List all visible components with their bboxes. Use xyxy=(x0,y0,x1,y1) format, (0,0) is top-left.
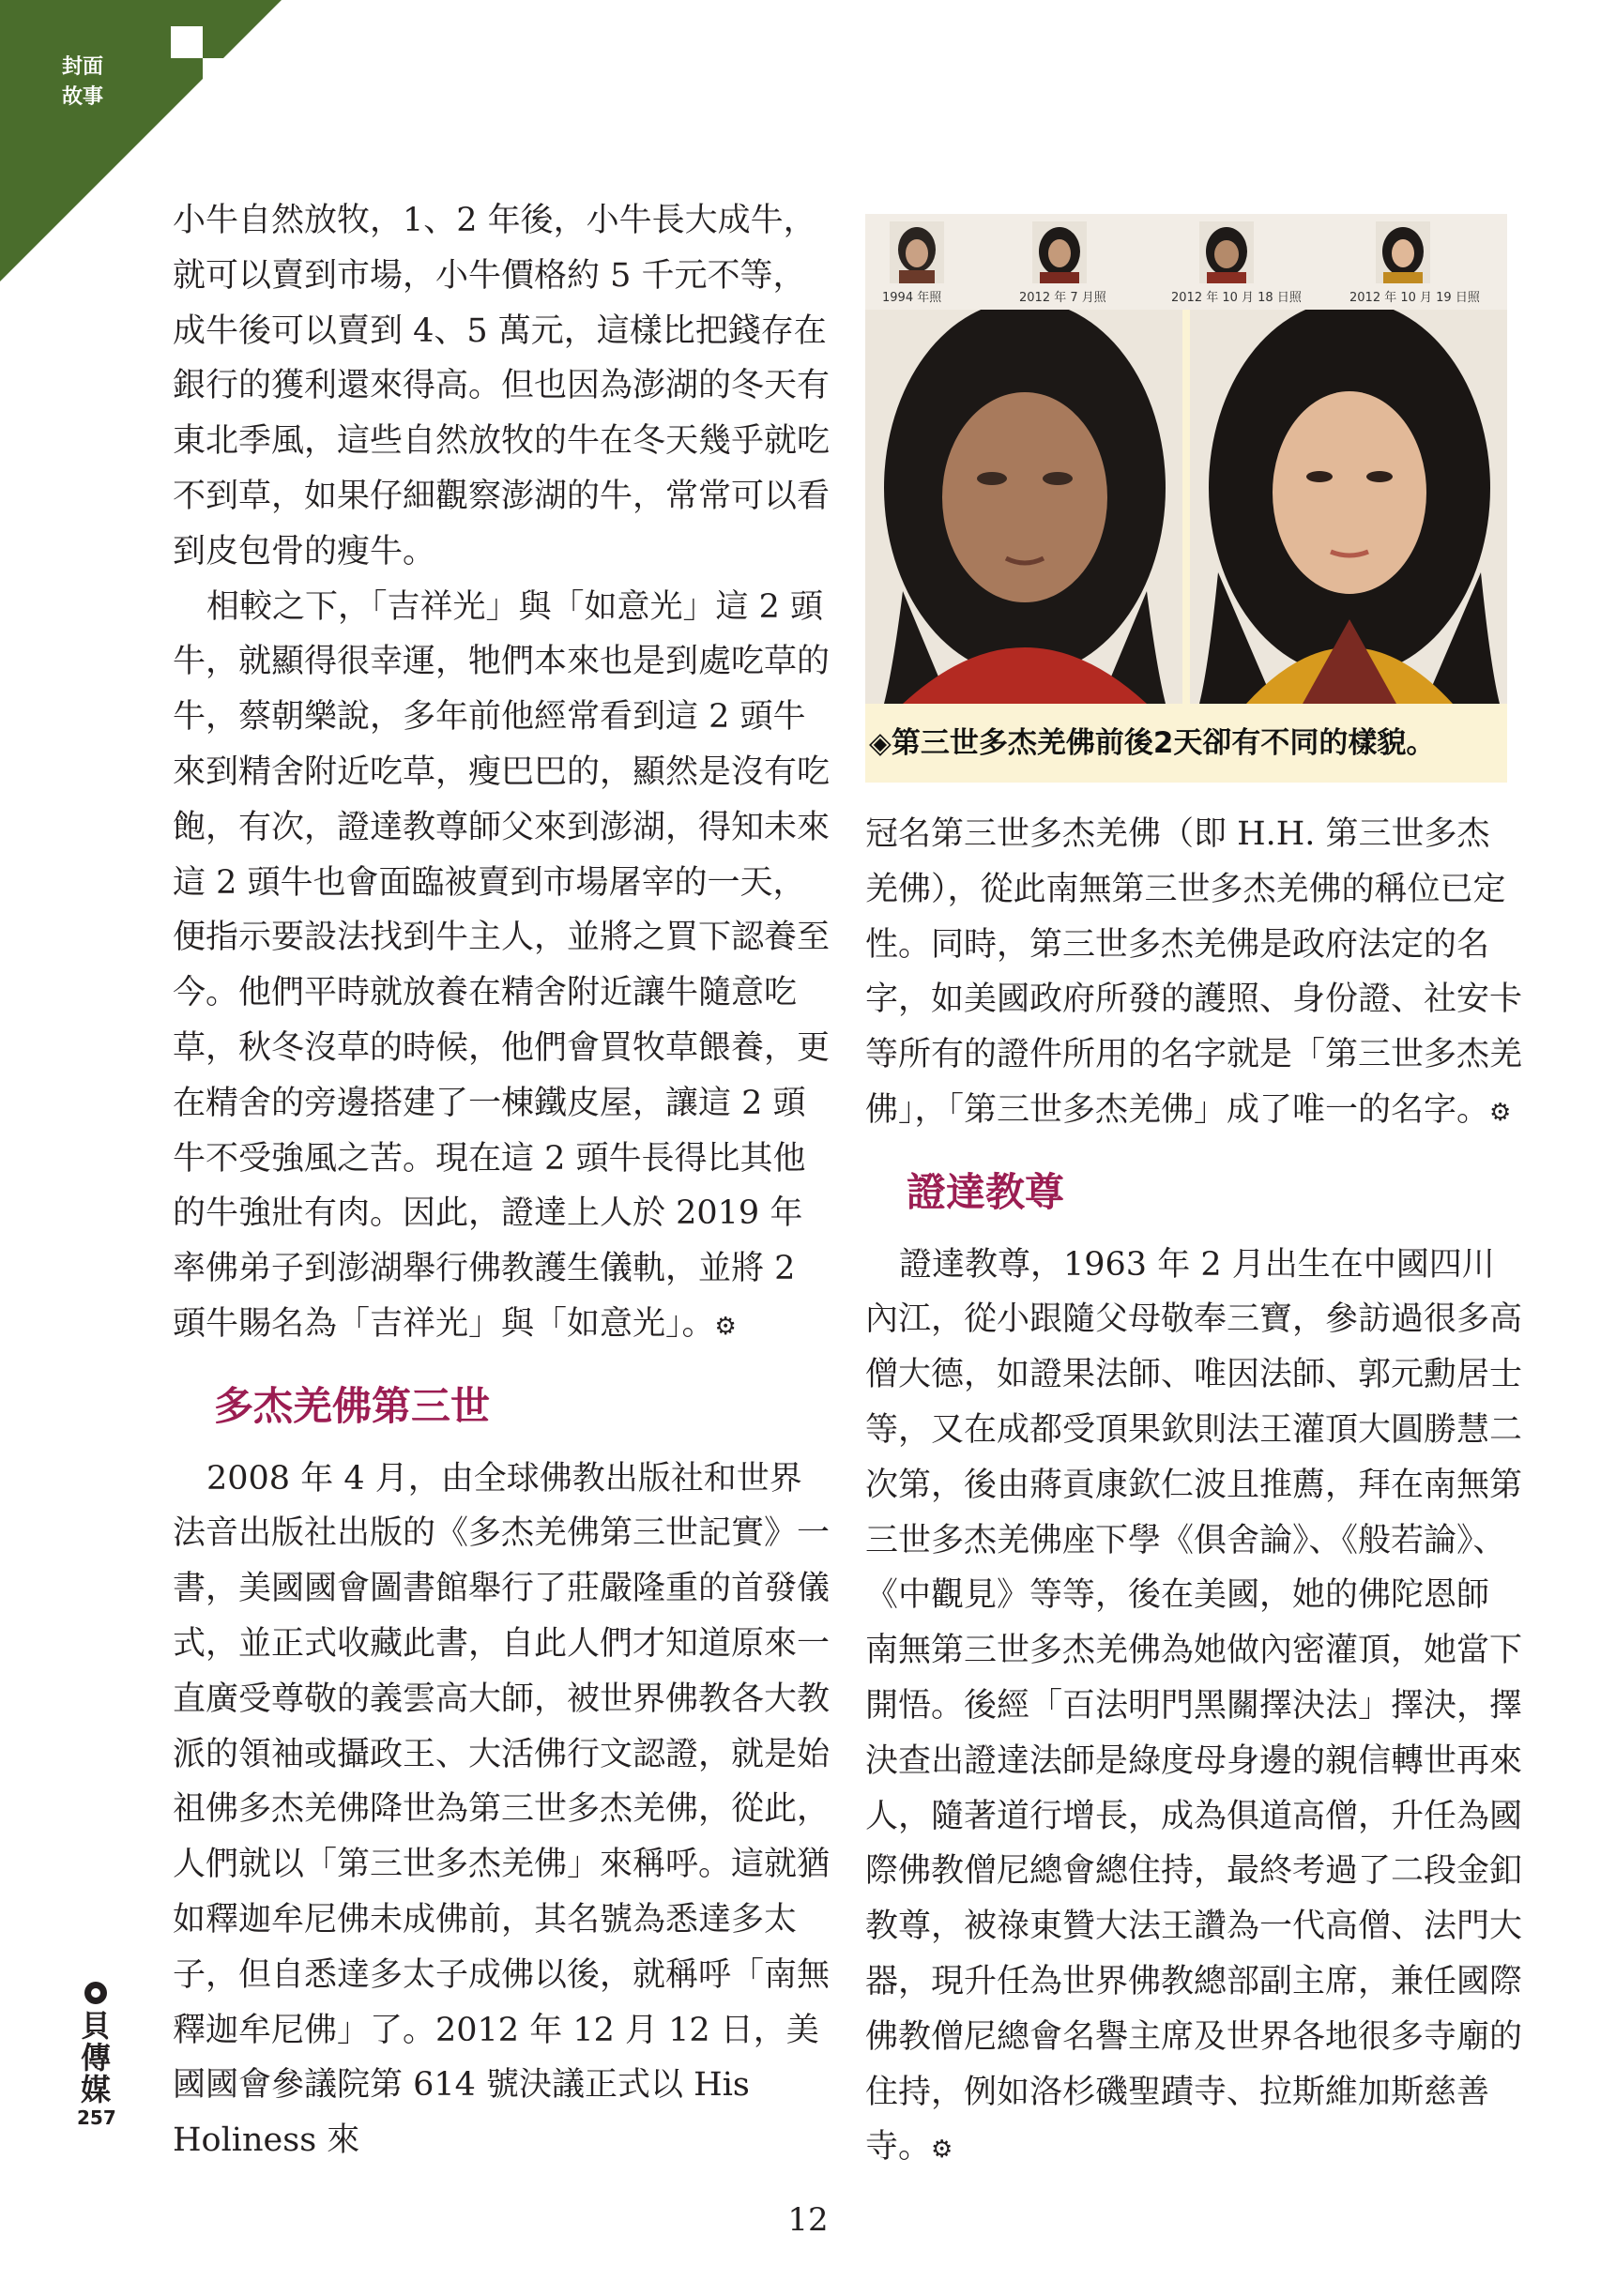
issue-number: 257 xyxy=(77,2106,116,2129)
left-paragraph-1: 小牛自然放牧，1、2 年後，小牛長大成牛，就可以賣到市場，小牛價格約 5 千元不等，成牛後可以賣到 4、5 萬元，這樣比把錢存在銀行的獲利還來得高。但也因為澎湖的冬天有東北季風，這些自然放牧的牛在冬天幾乎就吃不到草，如果仔細觀察澎湖的牛，常常可以看到皮包骨的瘦牛。 xyxy=(173,202,831,570)
portrait-thumbnail-1994 xyxy=(890,221,944,283)
right-column xyxy=(865,807,1522,2178)
portrait-thumbnail-2012-10-18 xyxy=(1199,221,1254,283)
logo-char-3: 媒 xyxy=(80,2072,111,2107)
section-heading-dorje-chang: 多杰羌佛第三世 xyxy=(214,1382,491,1429)
section-label xyxy=(62,53,118,113)
left-paragraph-3: 2008 年 4 月，由全球佛教出版社和世界法音出版社出版的《多杰羌佛第三世記實》一書，美國國會圖書館舉行了莊嚴隆重的首發儀式，並正式收藏此書，自此人們才知道原來一直廣受尊敬的義雲高大師，被世界佛教各大教派的領袖或攝政王、大活佛行文認證，就是始祖佛多杰羌佛降世為第三世多杰羌佛，從此，人們就以「第三世多杰羌佛」來稱呼。這就猶如釋迦牟尼佛未成佛前，其名號為悉達多太子，但自悉達多太子成佛以後，就稱呼「南無釋迦牟尼佛」了。2012 年 12 月 12 日，美國國會參議院第 614 號決議正式以 His Holiness 來 xyxy=(173,1459,831,2160)
logo-char-1: 貝 xyxy=(80,2008,111,2044)
photo-thumbnail-strip xyxy=(865,214,1507,310)
photo-caption: ◈第三世多杰羌佛前後2天卻有不同的樣貌。 xyxy=(869,726,1436,760)
right-paragraph-2: 證達教尊，1963 年 2 月出生在中國四川內江，從小跟隨父母敬奉三寶，參訪過很多高僧大德，如證果法師、唯因法師、郭元勳居士等，又在成都受頂果欽則法王灌頂大圓勝慧二次第，後由蔣貢康欽仁波且推薦，拜在南無第三世多杰羌佛座下學《俱舍論》、《般若論》、《中觀見》等等，後在美國，她的佛陀恩師 南無第三世多杰羌佛為她做內密灌頂，她當下開悟。後經「百法明門黑關擇決法」擇決，擇決查出證達法師是綠度母身邊的親信轉世再來人，隨著道行增長，成為俱道高僧，升任為國際佛教僧尼總會總住持，最終考過了二段金釦教尊，被祿東贊大法王讚為一代高僧、法門大器，現升任為世界佛教總部副主席，兼任國際佛教僧尼總會名譽主席及世界各地很多寺廟的住持，例如洛杉磯聖蹟寺、拉斯維加斯慈善寺。⚙ xyxy=(865,1245,1523,2167)
portrait-thumbnail-2012-07 xyxy=(1032,221,1087,283)
portrait-photo-before xyxy=(865,310,1182,704)
photo-panel xyxy=(865,214,1507,783)
end-mark-icon: ⚙ xyxy=(714,1312,737,1341)
logo-char-2: 傳 xyxy=(80,2040,111,2076)
left-paragraph-2: 相較之下，「吉祥光」與「如意光」這 2 頭牛，就顯得很幸運，牠們本來也是到處吃草的牛，蔡朝樂說，多年前他經常看到這 2 頭牛來到精舍附近吃草，瘦巴巴的，顯然是沒有吃飽，有次，證達教尊師父來到澎湖，得知未來這 2 頭牛也會面臨被賣到市場屠宰的一天，便指示要設法找到牛主人，並將之買下認養至今。他們平時就放養在精舍附近讓牛隨意吃草，秋冬沒草的時候，他們會買牧草餵養，更在精舍的旁邊搭建了一棟鐵皮屋，讓這 2 頭牛不受強風之苦。現在這 2 頭牛長得比其他的牛強壯有肉。因此，證達上人於 2019 年率佛弟子到澎湖舉行佛教護生儀軌，並將 2 頭牛賜名為「吉祥光」與「如意光」。⚙ xyxy=(173,587,831,1343)
portrait-thumbnail-2012-10-19 xyxy=(1376,221,1430,283)
end-mark-icon: ⚙ xyxy=(1489,1098,1512,1127)
thumbnail-label-2012-10-19: 2012 年 10 月 19 日照 xyxy=(1349,291,1480,305)
magazine-logo xyxy=(77,1980,114,2130)
logo-emblem-icon xyxy=(83,1980,109,2006)
thumbnail-label-1994: 1994 年照 xyxy=(882,291,942,305)
section-heading-zhengda: 證達教尊 xyxy=(907,1168,1065,1215)
end-mark-icon: ⚙ xyxy=(931,2136,953,2165)
page-number: 12 xyxy=(787,2201,829,2239)
section-label-line2: 故事 xyxy=(62,85,104,109)
portrait-photo-after xyxy=(1190,310,1507,704)
thumbnail-label-2012-10-18: 2012 年 10 月 18 日照 xyxy=(1171,291,1302,305)
left-column xyxy=(173,193,830,2168)
section-label-line1: 封面 xyxy=(62,55,104,79)
right-paragraph-1: 冠名第三世多杰羌佛（即 H.H. 第三世多杰羌佛），從此南無第三世多杰羌佛的稱位已定性。同時，第三世多杰羌佛是政府法定的名字，如美國政府所發的護照、身份證、社安卡等所有的證件所用的名字就是「第三世多杰羌佛」，「第三世多杰羌佛」成了唯一的名字。⚙ xyxy=(865,815,1523,1129)
thumbnail-label-2012-07: 2012 年 7 月照 xyxy=(1019,291,1106,305)
